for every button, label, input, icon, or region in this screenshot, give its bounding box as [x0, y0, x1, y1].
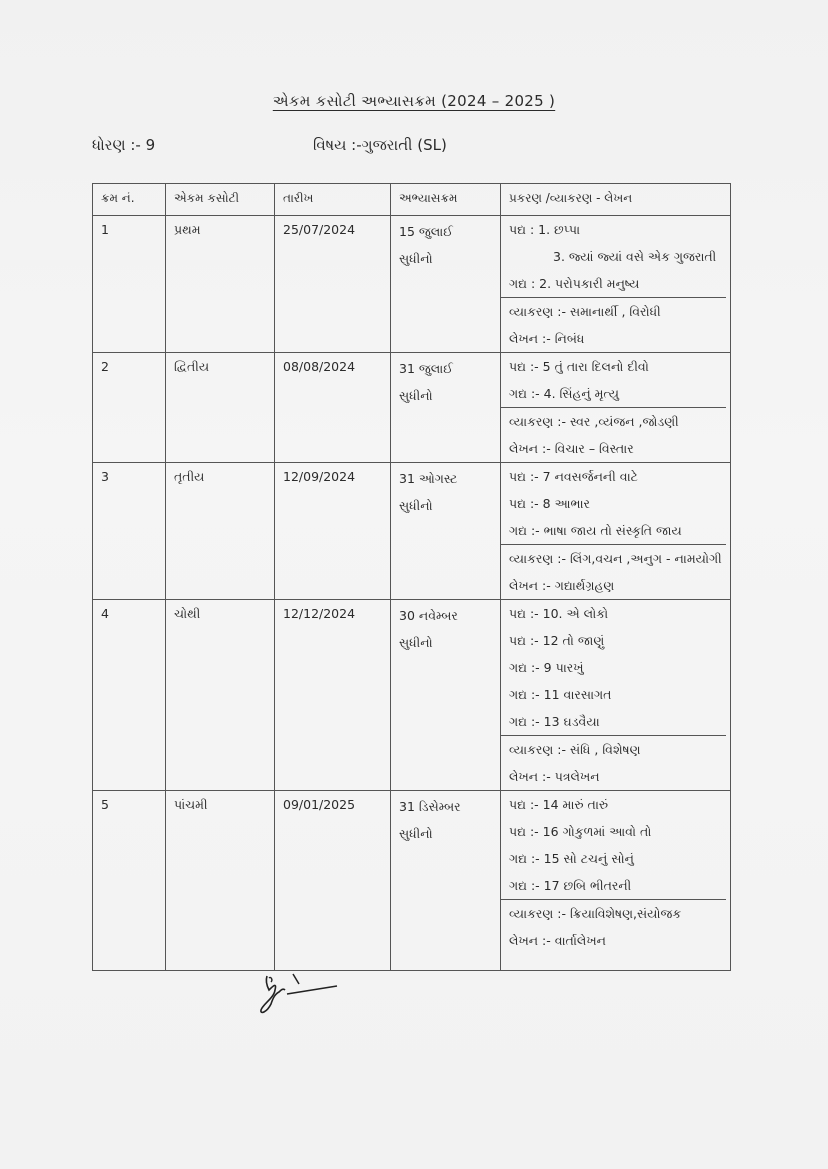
prose-item: પદ્ય :- 14 મારું તારું: [509, 797, 609, 812]
syllabus-cell: [391, 600, 501, 791]
prose-item: ગદ્ય :- 17 છબિ ભીતરની: [509, 878, 632, 893]
table-row: [93, 463, 731, 600]
handwritten-signature-icon: [255, 968, 345, 1027]
header-chapters: પ્રકરણ /વ્યાકરણ - લેખન: [501, 184, 731, 216]
serial-no-cell: 3: [93, 463, 166, 600]
table-row: [93, 216, 731, 353]
syllabus-upto: 31 ઓગસ્ટ: [399, 471, 458, 486]
prose-item: 3. જ્યાં જ્યાં વસે એક ગુજરાતી: [553, 249, 717, 264]
syllabus-suffix: સુધીનો: [399, 388, 433, 403]
prose-item: પદ્ય :- 5 તું તારા દિલનો દીવો: [509, 359, 649, 374]
prose-item: ગદ્ય :- 4. સિંહનું મૃત્યુ: [509, 386, 619, 401]
unit-test-cell: તૃતીય: [166, 463, 275, 600]
unit-test-cell: પ્રથમ: [166, 216, 275, 353]
prose-item: ગદ્ય :- ભાષા જાય તો સંસ્કૃતિ જાય: [509, 523, 682, 538]
syllabus-suffix: સુધીનો: [399, 826, 433, 841]
syllabus-upto: 31 જુલાઈ: [399, 361, 453, 376]
grammar-item: વ્યાકરણ :- સંધિ , વિશેષણ: [509, 742, 641, 757]
document-title: [0, 92, 828, 110]
syllabus-table: [92, 183, 731, 971]
syllabus-cell: [391, 463, 501, 600]
subject-label: વિષય :-ગુજરાતી (SL): [313, 136, 447, 154]
writing-item: લેખન :- વાર્તાલેખન: [509, 933, 606, 948]
syllabus-suffix: સુધીનો: [399, 251, 433, 266]
unit-test-cell: પાંચમી: [166, 791, 275, 971]
chapters-cell: [501, 463, 731, 600]
prose-item: પદ્ય :- 16 ગોકુળમાં આવો તો: [509, 824, 652, 839]
serial-no-cell: 2: [93, 353, 166, 463]
date-cell: 12/09/2024: [275, 463, 391, 600]
grammar-item: વ્યાકરણ :- લિંગ,વચન ,અનુગ - નામયોગી: [509, 551, 722, 566]
table-row: [93, 353, 731, 463]
date-cell: 08/08/2024: [275, 353, 391, 463]
date-cell: 25/07/2024: [275, 216, 391, 353]
prose-item: ગદ્ય :- 9 પારખું: [509, 660, 584, 675]
prose-item: ગદ્ય :- 11 વારસાગત: [509, 687, 612, 702]
syllabus-cell: [391, 791, 501, 971]
grammar-item: વ્યાકરણ :- સ્વર ,વ્યંજન ,જોડણી: [509, 414, 679, 429]
prose-item: પદ્ય :- 8 આભાર: [509, 496, 590, 511]
serial-no-cell: 5: [93, 791, 166, 971]
syllabus-upto: 31 ડિસેમ્બર: [399, 799, 461, 814]
serial-no-cell: 1: [93, 216, 166, 353]
prose-item: પદ્ય :- 12 તો જાણું: [509, 633, 605, 648]
table-row: [93, 600, 731, 791]
syllabus-suffix: સુધીનો: [399, 498, 433, 513]
syllabus-upto: 15 જુલાઈ: [399, 224, 453, 239]
date-cell: 12/12/2024: [275, 600, 391, 791]
header-syllabus: અભ્યાસક્રમ: [391, 184, 501, 216]
header-unit-test: એકમ કસોટી: [166, 184, 275, 216]
writing-item: લેખન :- ગદ્યાર્થગ્રહણ: [509, 578, 615, 593]
header-serial-no: ક્રમ નં.: [93, 184, 166, 216]
writing-item: લેખન :- પત્રલેખન: [509, 769, 600, 784]
header-date: તારીખ: [275, 184, 391, 216]
syllabus-cell: [391, 216, 501, 353]
writing-item: લેખન :- નિબંધ: [509, 331, 585, 346]
chapters-cell: [501, 791, 731, 971]
grammar-item: વ્યાકરણ :- ક્રિયાવિશેષણ,સંયોજક: [509, 906, 682, 921]
prose-item: ગદ્ય : 2. પરોપકારી મનુષ્ય: [509, 276, 640, 291]
standard-label: ધોરણ :- 9: [92, 136, 156, 154]
title-text: એકમ કસોટી અભ્યાસક્રમ (2024 – 2025 ): [272, 92, 556, 110]
chapters-cell: [501, 353, 731, 463]
prose-item: ગદ્ય :- 15 સો ટચનું સોનું: [509, 851, 634, 866]
unit-test-cell: દ્વિતીય: [166, 353, 275, 463]
table-header-row: [93, 184, 731, 216]
date-cell: 09/01/2025: [275, 791, 391, 971]
serial-no-cell: 4: [93, 600, 166, 791]
prose-item: ગદ્ય :- 13 ઘડવૈયા: [509, 714, 600, 729]
table-row: [93, 791, 731, 971]
chapters-cell: [501, 600, 731, 791]
syllabus-cell: [391, 353, 501, 463]
prose-item: પદ્ય : 1. છપ્પા: [509, 222, 581, 237]
syllabus-upto: 30 નવેમ્બર: [399, 608, 458, 623]
writing-item: લેખન :- વિચાર – વિસ્તાર: [509, 441, 634, 456]
unit-test-cell: ચોથી: [166, 600, 275, 791]
grammar-item: વ્યાકરણ :- સમાનાર્થી , વિરોધી: [509, 304, 661, 319]
chapters-cell: [501, 216, 731, 353]
prose-item: પદ્ય :- 7 નવસર્જનની વાટે: [509, 469, 638, 484]
prose-item: પદ્ય :- 10. એ લોકો: [509, 606, 609, 621]
syllabus-suffix: સુધીનો: [399, 635, 433, 650]
